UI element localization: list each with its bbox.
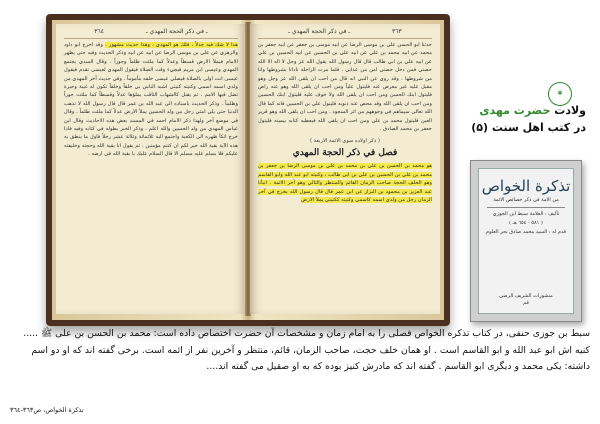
right-page-highlight-text	[250, 160, 440, 206]
left-page-body: وقد اخرج ابو داود والزهري عن علي بن موسى الرضا عن ابيه عن ابيه وذكر الحديث وفيه حتى يظهر الامام فيملأ الارض قسطاً وعدلاً كما ملئت ظلماً وجوراً . وقال السدي يجتمع المهدي وعيسى ابن مريم فيجيء وقت الصلاة فيقول المهدي لعيسى تقدم فيقول عيسى انت اولى بالصلاة فيصلي عيسى خلفه مأموماً . وفي حديث آخر المهدي من ولدي اسمه اسمي وكنيته كنيتي اشبه الناس بي خلقاً وخلقاً تكون له غيبة وحيرة تضل فيها الامم . ثم يقبل كالشهاب الثاقب يملؤها عدلاً وقسطاً كما ملئت جوراً وظلماً . وذكر الحديث باسناده الى عبد الله بن عمر قال قال رسول الله لا تذهب الدنيا حتى يلي امتي رجل من ولد الحسين يملأ الارض عدلاً كما ملئت ظلماً . وقال في موضع آخر ولهذا ذكر الامام احمد في المسند بعض هذه الاحاديث وقال ابن عباس المهدي من ولد الحسين والله اعلم .	[64, 42, 238, 133]
book-cover-frame	[478, 168, 574, 314]
title-prefix: ولادت	[550, 104, 586, 117]
book-right-page	[250, 24, 440, 314]
right-page-note: ( ذكر اولاده سوى الائمة الاربعة )	[310, 138, 380, 145]
cover-intro: قدم له : السيد محمد صادق بحر العلوم	[486, 229, 566, 235]
right-page-text	[250, 39, 440, 135]
right-page-body: حدثنا ابو الحسن علي بن موسى الرضا عن ابيه موسى بن جعفر عن ابيه جعفر بن محمد عن ابيه محمد بن علي عن ابيه علي بن الحسين عن ابيه الحسين بن علي عن ابيه علي بن ابي طالب قال قال رسول الله يقول الله عز وجل لا اله الا الله حصني فمن دخل حصني امن من عذابي . فلما مرت الراحلة نادانا بشروطها وانا من شروطها . وقد روي عن النبي انه قال من احب ان يلقى الله عز وجل وهو مقبل عليه غير معرض عنه فليتول علياً ومن احب ان يلقى الله وهو عنه راض فليتول ابنك الحسن ومن احب ان يلقى الله ولا خوف عليه فليتول ابنك الحسين ومن احب ان يلقى الله وقد محص عنه ذنوبه فليتول علي بن الحسين فانه كما قال الله تعالى سيماهم في وجوههم من اثر السجود . ومن احب ان يلقى الله وهو قرير العين فليتول محمد بن علي ومن احب ان يلقى الله فيعطيه كتابه بيمينه فليتول جعفر بن محمد الصادق .	[258, 42, 432, 133]
title-line-1	[470, 104, 586, 117]
slide-title	[470, 104, 586, 134]
cover-subtitle: من الامة في ذكر خصائص الائمة	[493, 197, 559, 203]
left-page-highlight: هذا لا شك فيه جدلاً ، فلك هو المهدي ، وهذا حديث مشهور .	[105, 42, 238, 48]
left-page-body-2: وذكر الخبر بطوله في كتابه وفيه فاذا خرج اتكأ ظهره الى الكعبة واجتمع اليه ثلاثمائة وثلاثة عشر رجلاً فاول ما ينطق به هذه الآية بقية الله خير لكم ان كنتم مؤمنين . ثم يقول انا بقية الله وحجته وخليفته عليكم فلا يسلم عليه مسلم الا قال السلام عليك يا بقية الله في ارضه .	[64, 126, 238, 158]
right-page-number: ٣٦٣	[392, 28, 402, 35]
title-line-2: در کتب اهل سنت (۵)	[471, 121, 586, 134]
book-cover-image	[470, 160, 582, 322]
left-page-running-title: ـ في ذكر الحجة المهدي ـ	[145, 28, 208, 35]
section-title: فصل في ذكر الحجة المهدي	[292, 148, 398, 159]
cover-publisher-name: منشورات الشريف الرضي	[499, 293, 553, 299]
left-page-number: ٣٦٤	[94, 28, 104, 35]
caption-text: سبط بن جوزی حنفی، در کتاب تذکره الخواص فصلی را به امام زمان و مشخصات آن حضرت اختصاص داده است: محمد بن الحسن بن علی ﷺ ..... کنیه اش ابو عبد الله و ابو القاسم است . او همان خلف حجت، صاحب الزمان، قائم، منتظر و آخرین نفر از ائمه است. برخی گفته اند که او دو اسم داشته: یکی محمد و دیگری ابو القاسم . گفته اند که مادرش کنیز بوده که به او صقیل می گفته اند....	[23, 328, 590, 372]
cover-author: تأليف : العلامة سبط ابن الجوزي	[492, 211, 560, 217]
left-page-header	[64, 24, 238, 39]
title-accent: حضرت مهدی	[479, 104, 551, 117]
cover-publisher-city: قم	[523, 300, 529, 306]
right-page-highlight: هو محمد بن الحسن بن علي بن محمد بن علي بن موسى الرضا بن جعفر بن محمد بن علي بن الحسين بن علي بن ابي طالب ، وكنيته ابو عبد الله وابو القاسم وهو الخلف الحجة صاحب الزمان القائم والمنتظر والتالي وهو آخر الائمة . انبأنا عبد العزيز بن محمود بن البزاز عن ابن عمر قال قال رسول الله يخرج في آخر الزمان رجل من ولدي اسمه كاسمي وكنيته ككنيتي يملأ الارض	[258, 163, 432, 204]
right-page-running-title: ـ في ذكر الحجة المهدي ـ	[288, 28, 351, 35]
source-reference: تذکرة الخواص، ص٣٦٣-٣٦٤	[10, 406, 84, 414]
emblem-glyph: ✶	[556, 89, 564, 99]
right-page-header	[258, 24, 432, 39]
cover-years: ( ٥٨١ - ٦٥٤ هـ )	[509, 220, 543, 226]
left-page-text	[56, 39, 246, 161]
cover-title: تذكرة الخواص	[481, 177, 571, 195]
mahdi-emblem-icon	[548, 82, 572, 106]
book-left-page	[56, 24, 246, 314]
cover-publisher	[479, 293, 573, 307]
cover-divider	[487, 207, 565, 208]
